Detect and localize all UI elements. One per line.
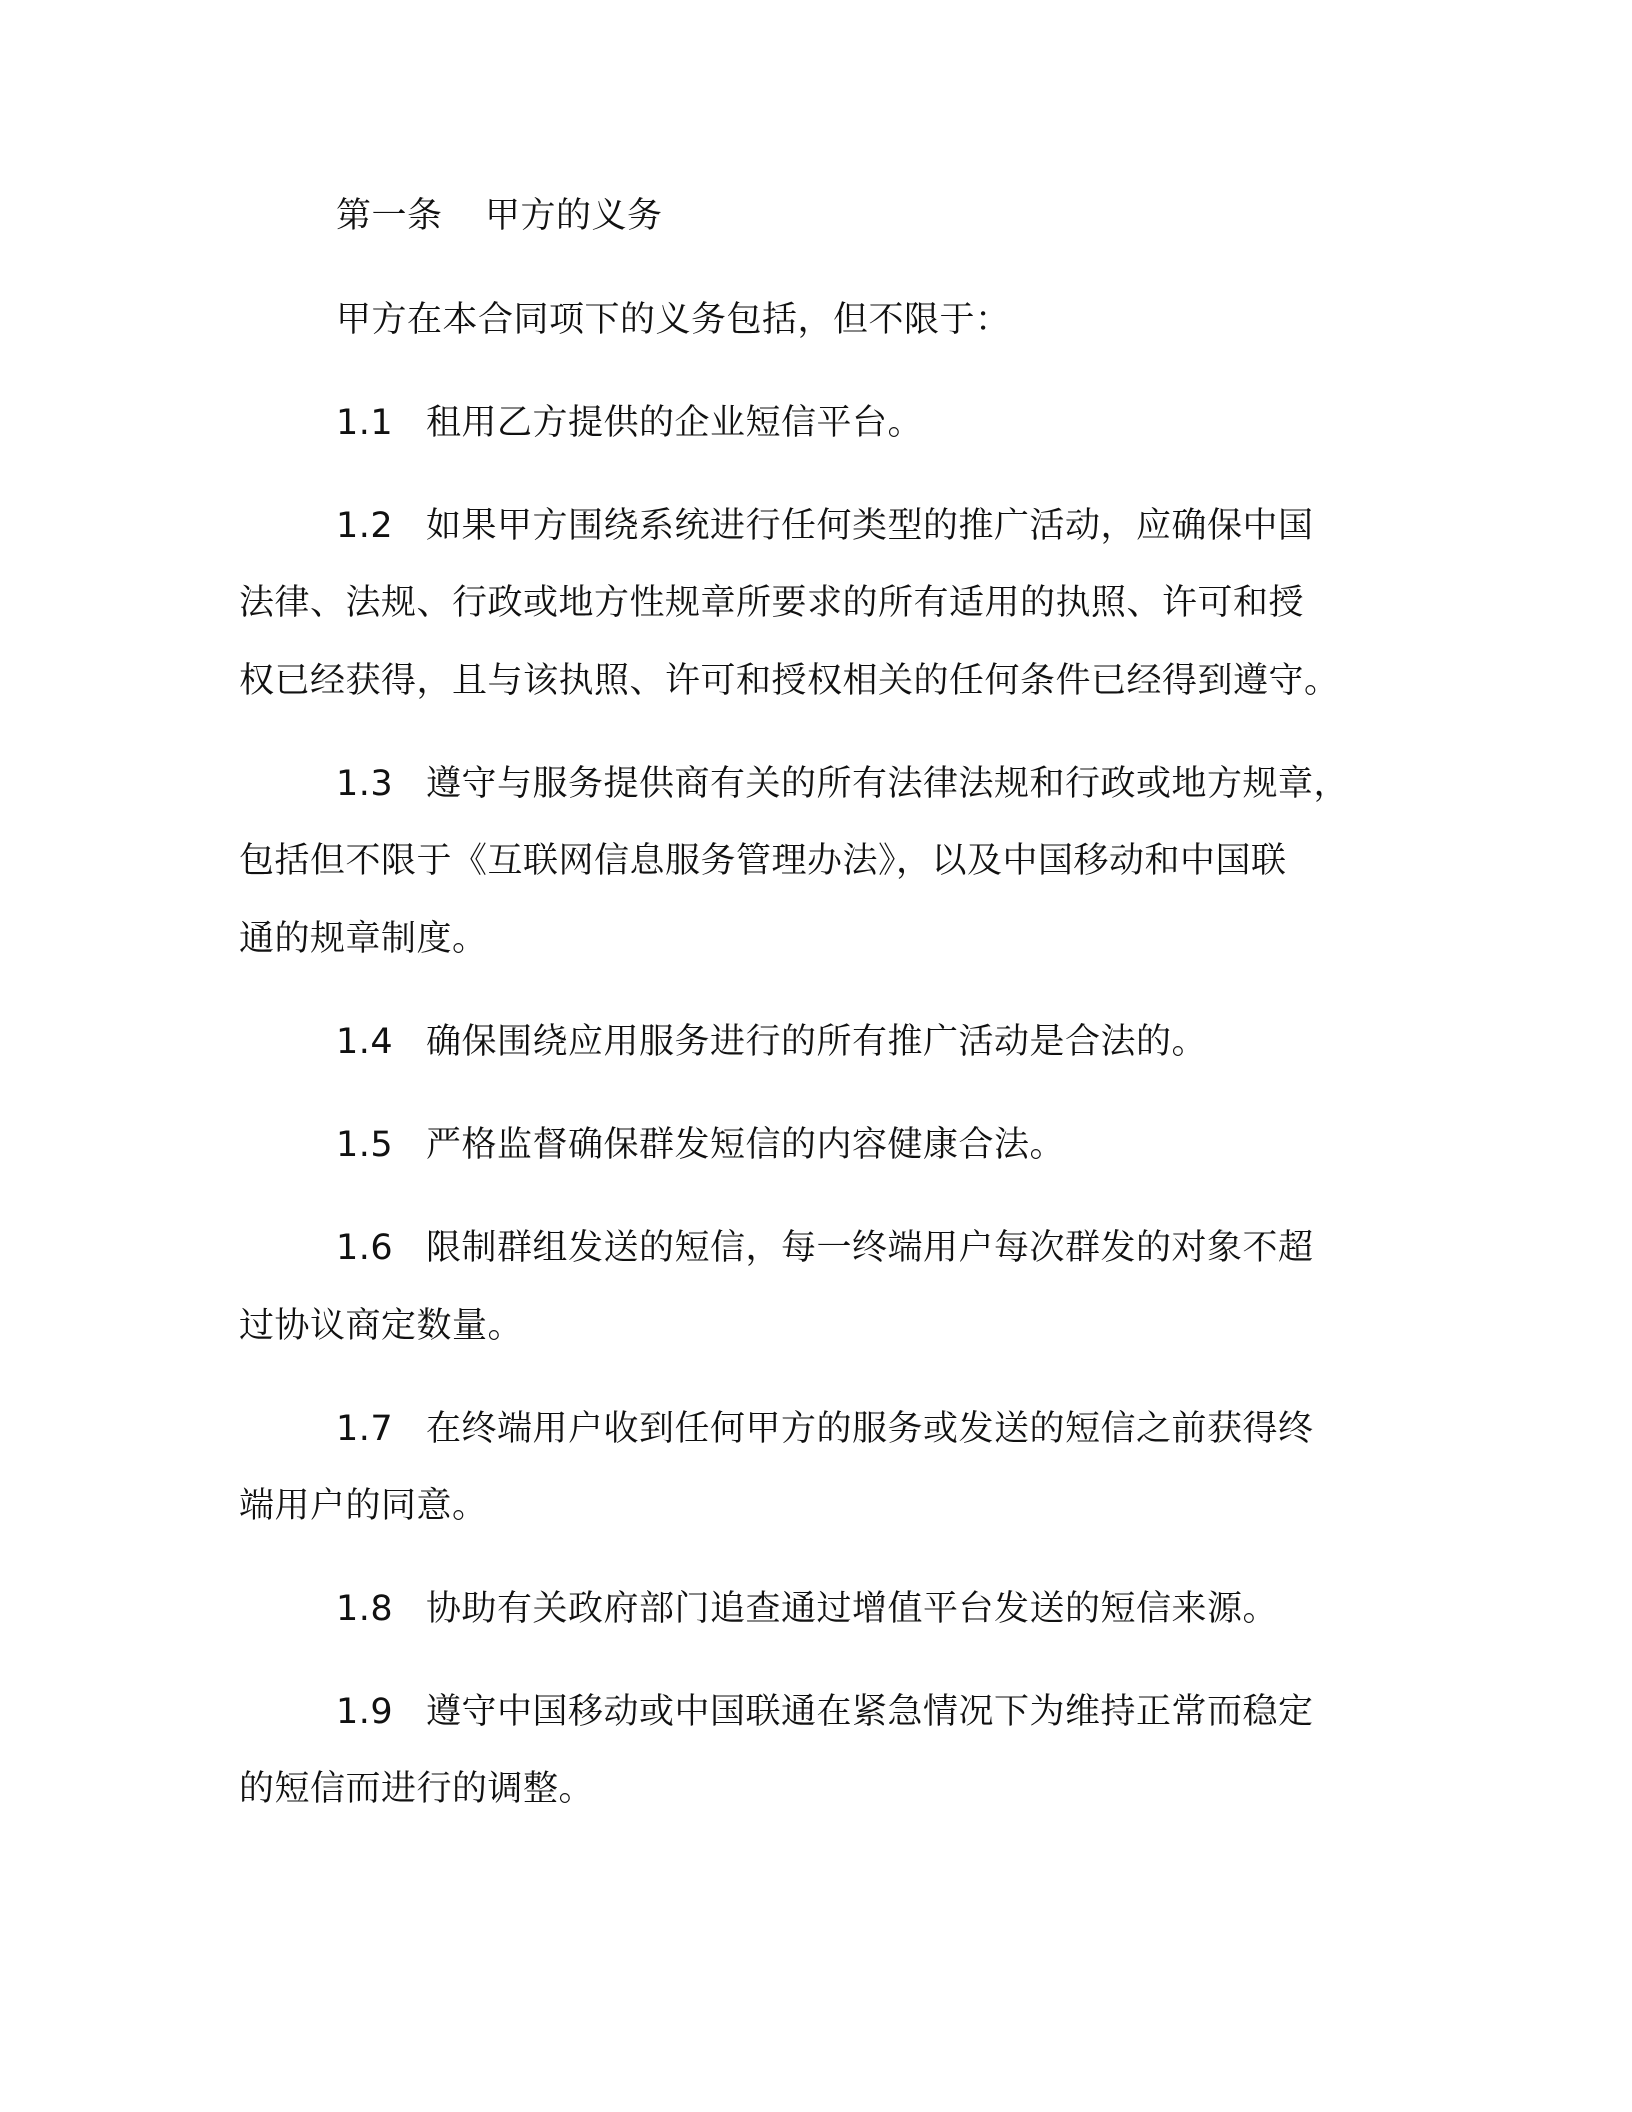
clause-number: 1.6 <box>336 1228 394 1268</box>
clause-1-9-line-2: 的短信而进行的调整。 <box>239 1769 595 1809</box>
clause-text: 遵守与服务提供商有关的所有法律法规和行政或地方规章， <box>426 764 1350 804</box>
clause-text: 如果甲方围绕系统进行任何类型的推广活动，应确保中国 <box>426 506 1314 546</box>
clause-1-3-line-2: 包括但不限于《互联网信息服务管理办法》，以及中国移动和中国联 <box>239 841 1287 881</box>
article-heading <box>336 192 663 240</box>
clause-1-6-line-2: 过协议商定数量。 <box>239 1306 524 1346</box>
clause-number: 1.3 <box>336 764 394 804</box>
clause-number: 1.7 <box>336 1409 394 1449</box>
article-intro: 甲方在本合同项下的义务包括，但不限于： <box>336 300 1011 340</box>
clause-1-7 <box>336 1405 1314 1453</box>
clause-number: 1.9 <box>336 1692 394 1732</box>
clause-number: 1.1 <box>336 403 394 443</box>
clause-1-1 <box>336 399 923 447</box>
clause-text: 严格监督确保群发短信的内容健康合法。 <box>426 1125 1066 1165</box>
clause-1-3-line-3: 通的规章制度。 <box>239 919 488 959</box>
clause-number: 1.8 <box>336 1589 394 1629</box>
clause-number: 1.2 <box>336 506 394 546</box>
clause-1-2 <box>336 502 1314 550</box>
clause-text: 确保围绕应用服务进行的所有推广活动是合法的。 <box>426 1022 1208 1062</box>
article-number: 第一条 <box>336 196 443 236</box>
clause-text: 在终端用户收到任何甲方的服务或发送的短信之前获得终 <box>426 1409 1314 1449</box>
clause-1-4 <box>336 1018 1207 1066</box>
clause-number: 1.4 <box>336 1022 394 1062</box>
clause-1-6 <box>336 1224 1314 1272</box>
clause-1-5 <box>336 1121 1065 1169</box>
clause-1-7-line-2: 端用户的同意。 <box>239 1486 488 1526</box>
clause-number: 1.5 <box>336 1125 394 1165</box>
article-title: 甲方的义务 <box>485 196 663 236</box>
clause-1-3 <box>336 760 1349 808</box>
clause-text: 限制群组发送的短信，每一终端用户每次群发的对象不超 <box>426 1228 1314 1268</box>
clause-1-2-line-2: 法律、法规、行政或地方性规章所要求的所有适用的执照、许可和授 <box>239 583 1305 623</box>
clause-1-2-line-3: 权已经获得，且与该执照、许可和授权相关的任何条件已经得到遵守。 <box>239 661 1340 701</box>
clause-1-8 <box>336 1585 1278 1633</box>
clause-text: 协助有关政府部门追查通过增值平台发送的短信来源。 <box>426 1589 1279 1629</box>
clause-1-9 <box>336 1688 1314 1736</box>
clause-text: 租用乙方提供的企业短信平台。 <box>426 403 924 443</box>
clause-text: 遵守中国移动或中国联通在紧急情况下为维持正常而稳定 <box>426 1692 1314 1732</box>
